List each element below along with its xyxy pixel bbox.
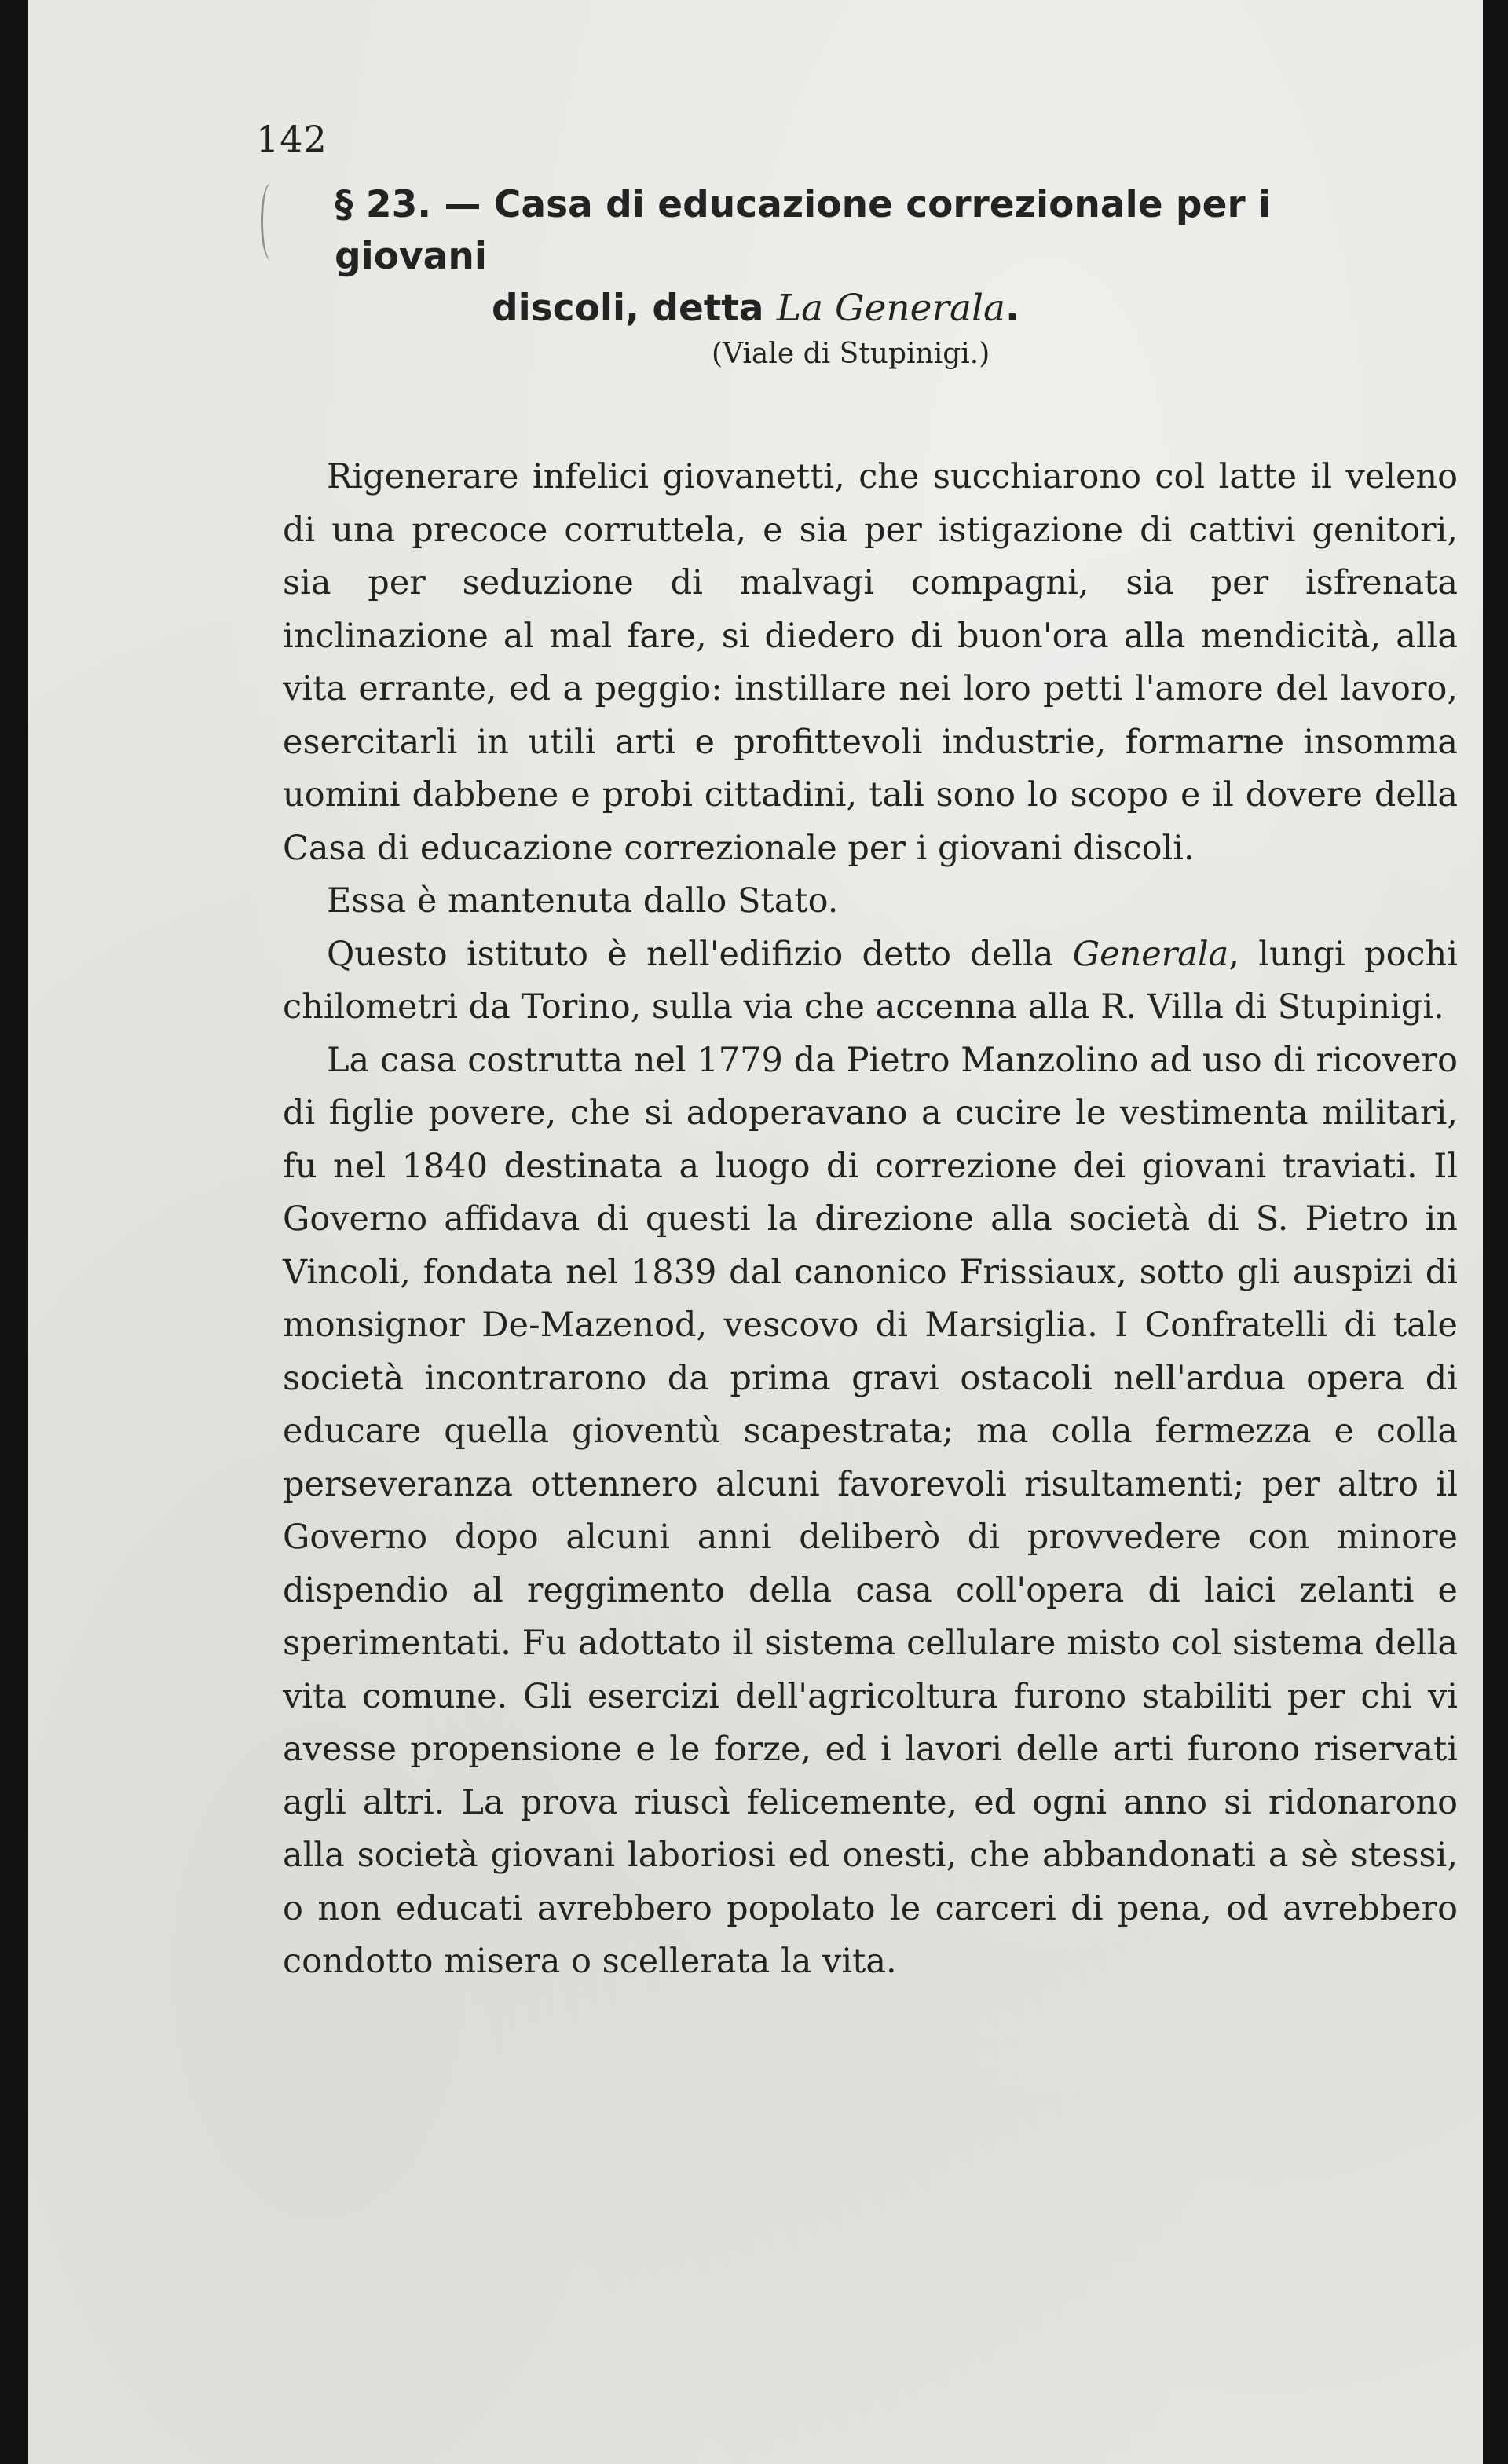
heading-title-part2: discoli, detta [492, 287, 764, 330]
section-heading [335, 179, 1434, 335]
paragraph-3-before: Questo istituto è nell'edifizio detto della [327, 934, 1073, 974]
paragraph-4: La casa costrutta nel 1779 da Pietro Manzolino ad uso di ricovero di figlie povere, che si adoperavano a cucire le vestimenta militari, fu nel 1840 destinata a luogo di correzione dei giovani traviati. Il Governo affidava di questi la direzione alla società di S. Pietro in Vincoli, fondata nel 1839 dal canonico Frissiaux, sotto gli auspizi di monsignor De-Mazenod, vescovo di Marsiglia. I Confratelli di tale società incontrarono da prima gravi ostacoli nell'ardua opera di educare quella gioventù scapestrata; ma colla fermezza e colla perseveranza ottennero alcuni favorevoli risultamenti; per altro il Governo dopo alcuni anni deliberò di provvedere con minore dispendio al reggimento della casa coll'opera di laici zelanti e sperimentati. Fu adottato il sistema cellulare misto col sistema della vita comune. Gli esercizi dell'agricoltura furono stabiliti per chi vi avesse propensione e le forze, ed i lavori delle arti furono riservati agli altri. La prova riuscì felicemente, ed ogni anno si ridonarono alla società giovani laboriosi ed onesti, che abbandonati a sè stessi, o non educati avrebbero popolato le carceri di pena, od avrebbero condotto misera o scellerata la vita. [283, 1040, 1458, 1981]
book-page [28, 0, 1483, 2464]
page-number: 142 [256, 118, 328, 160]
heading-title-line2 [335, 283, 1434, 335]
location-note: (Viale di Stupinigi.) [712, 338, 990, 370]
heading-title-end: . [1005, 287, 1019, 330]
body-text [283, 451, 1458, 1989]
margin-pencil-mark [261, 182, 282, 261]
paragraph-3-italic: Generala [1072, 934, 1229, 974]
heading-title-line1: Casa di educazione correzionale per i giovani [335, 183, 1272, 278]
paragraph-1: Rigenerare infelici giovanetti, che succhiarono col latte il veleno di una precoce corruttela, e sia per istigazione di cattivi genitori, sia per seduzione di malvagi compagni, sia per isfrenata inclinazione al mal fare, si diedero di buon'ora alla mendicità, alla vita errante, ed a peggio: instillare nei loro petti l'amore del lavoro, esercitarli in utili arti e profittevoli industrie, formarne insomma uomini dabbene e probi cittadini, tali sono lo scopo e il dovere della Casa di educazione correzionale per i giovani discoli. [283, 457, 1458, 868]
section-number: § 23. [335, 183, 432, 226]
heading-dash: — [444, 183, 481, 226]
paragraph-3-after: , lungi pochi chilometri da Torino, sulla via che accenna alla R. Villa di Stupinigi. [283, 934, 1458, 1027]
paragraph-2: Essa è mantenuta dallo Stato. [327, 881, 839, 921]
paragraph-3 [283, 928, 1458, 1034]
heading-title-italic: La Generala [776, 287, 1006, 330]
